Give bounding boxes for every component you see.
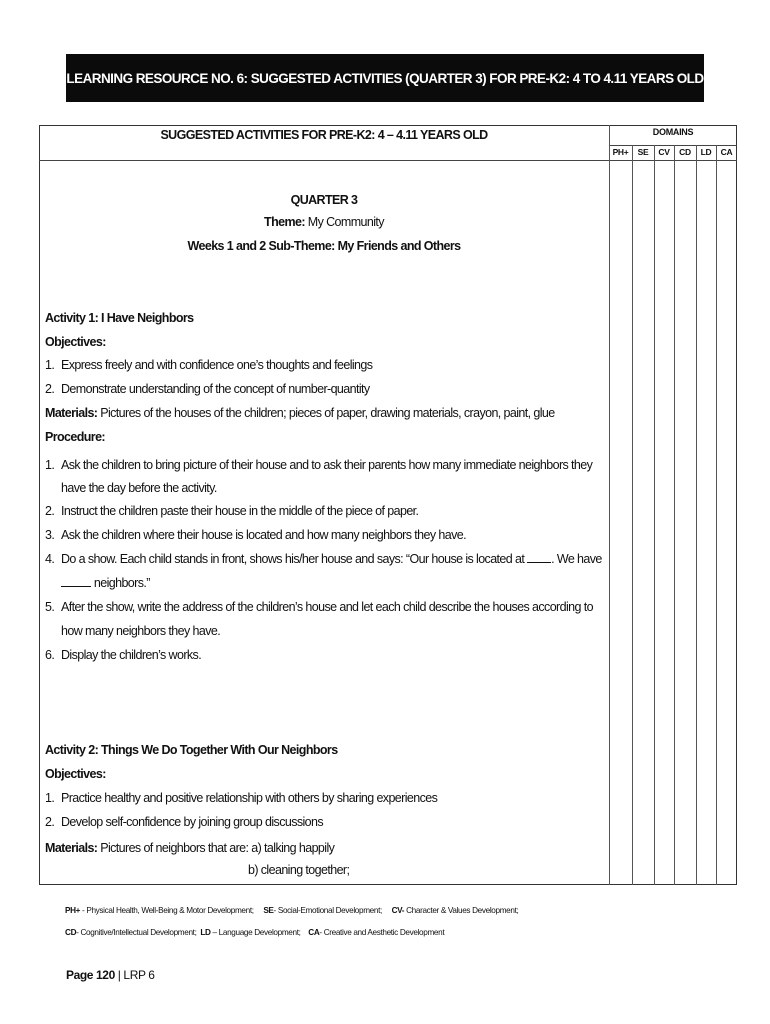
objective-text: Practice healthy and positive relationship with others by sharing experiences <box>61 791 438 805</box>
step-text: neighbors.” <box>91 576 150 590</box>
domain-cv: CV <box>658 147 670 157</box>
list-number: 2. <box>45 504 55 518</box>
list-number: 1. <box>45 358 55 372</box>
domain-col-line <box>716 145 717 885</box>
domain-col-line <box>654 145 655 885</box>
step-text: Ask the children to bring picture of their house and to ask their parents how many immediate neighbors they <box>61 458 593 472</box>
domain-ld: LD <box>700 147 712 157</box>
legend-text: - Social-Emotional Development; <box>273 906 382 915</box>
objective-text: Develop self-confidence by joining group discussions <box>61 815 324 829</box>
step-text: After the show, write the address of the children’s house and let each child describe the houses according to <box>61 600 593 614</box>
domain-se: SE <box>637 147 649 157</box>
objective-text: Demonstrate understanding of the concept of number-quantity <box>61 382 370 396</box>
legend-code: PH+ <box>65 906 81 915</box>
step-text: Instruct the children paste their house in the middle of the piece of paper. <box>61 504 419 518</box>
legend-code: CA <box>308 928 320 937</box>
activity1-materials <box>45 405 555 421</box>
materials-text: Pictures of neighbors that are: a) talking happily <box>97 841 335 855</box>
activity2-objectives-label: Objectives: <box>45 767 106 781</box>
legend-text: Character & Values Development; <box>404 906 519 915</box>
legend-code: SE <box>263 906 274 915</box>
theme-line <box>40 214 608 230</box>
activity2-objective <box>45 790 437 806</box>
activity1-procedure-label: Procedure: <box>45 430 105 444</box>
domain-col-line <box>696 145 697 885</box>
objective-text: Express freely and with confidence one’s thoughts and feelings <box>61 358 373 372</box>
domain-ph: PH+ <box>612 147 629 157</box>
theme-value: My Community <box>304 215 384 229</box>
legend-text: - Creative and Aesthetic Development <box>319 928 445 937</box>
banner-title: LEARNING RESOURCE NO. 6: SUGGESTED ACTIVITIES (QUARTER 3) FOR PRE-K2: 4 TO 4.11 YEARS OLD <box>66 70 704 86</box>
step-text-end: . We have <box>551 552 602 566</box>
activity1-objective <box>45 381 370 397</box>
domains-column-divider <box>609 125 610 885</box>
domain-legend-line-1 <box>65 906 518 915</box>
procedure-step-2 <box>45 503 418 519</box>
list-number: 1. <box>45 458 55 472</box>
activity1-objective <box>45 357 372 373</box>
activity2-objective <box>45 814 323 830</box>
legend-code: CD <box>65 928 77 937</box>
list-number: 2. <box>45 815 55 829</box>
materials-label: Materials: <box>45 841 98 855</box>
quarter-heading: QUARTER 3 <box>290 193 358 207</box>
subtheme-line: Weeks 1 and 2 Sub-Theme: My Friends and Others <box>187 239 461 253</box>
procedure-step-1-cont: have the day before the activity. <box>61 481 217 495</box>
procedure-step-3 <box>45 527 466 543</box>
domains-label: DOMAINS <box>652 127 694 137</box>
legend-code: CV- <box>391 906 405 915</box>
procedure-step-5-cont: how many neighbors they have. <box>61 624 221 638</box>
section-title: SUGGESTED ACTIVITIES FOR PRE-K2: 4 – 4.11 YEARS OLD <box>160 128 488 142</box>
domain-cd: CD <box>679 147 691 157</box>
procedure-step-4-cont <box>45 575 150 591</box>
procedure-step-5 <box>45 599 593 615</box>
list-number: 3. <box>45 528 55 542</box>
activity2-materials <box>45 840 334 856</box>
theme-label: Theme: <box>264 215 305 229</box>
materials-label: Materials: <box>45 406 98 420</box>
procedure-step-4 <box>45 551 602 567</box>
domain-legend-line-2 <box>65 928 444 937</box>
procedure-step-1 <box>45 457 592 473</box>
procedure-step-6 <box>45 647 201 663</box>
step-text: Ask the children where their house is located and how many neighbors they have. <box>61 528 466 542</box>
document-banner <box>66 54 704 102</box>
page-number: Page 120 <box>66 968 115 982</box>
list-number: 6. <box>45 648 55 662</box>
list-number: 2. <box>45 382 55 396</box>
step-text: Do a show. Each child stands in front, shows his/her house and says: “Our house is located at <box>61 552 525 566</box>
legend-code: LD <box>200 928 211 937</box>
page-footer <box>66 968 155 982</box>
list-number: 5. <box>45 600 55 614</box>
domain-col-line <box>674 145 675 885</box>
activity1-title: Activity 1: I Have Neighbors <box>45 311 194 325</box>
list-number: 1. <box>45 791 55 805</box>
legend-text: – Language Development; <box>210 928 301 937</box>
activity2-materials-cont: b) cleaning together; <box>248 863 350 877</box>
fill-in-blank <box>527 551 551 563</box>
list-number: 4. <box>45 552 55 566</box>
materials-text: Pictures of the houses of the children; pieces of paper, drawing materials, crayon, paint, glue <box>97 406 555 420</box>
activity2-title: Activity 2: Things We Do Together With Our Neighbors <box>45 743 338 757</box>
fill-in-blank <box>61 575 91 587</box>
step-text: Display the children’s works. <box>61 648 202 662</box>
activity1-objectives-label: Objectives: <box>45 335 106 349</box>
domain-ca: CA <box>720 147 733 157</box>
footer-suffix: | LRP 6 <box>114 968 155 982</box>
domain-col-line <box>632 145 633 885</box>
legend-text: - Physical Health, Well-Being & Motor Development; <box>80 906 254 915</box>
legend-text: - Cognitive/Intellectual Development; <box>76 928 197 937</box>
